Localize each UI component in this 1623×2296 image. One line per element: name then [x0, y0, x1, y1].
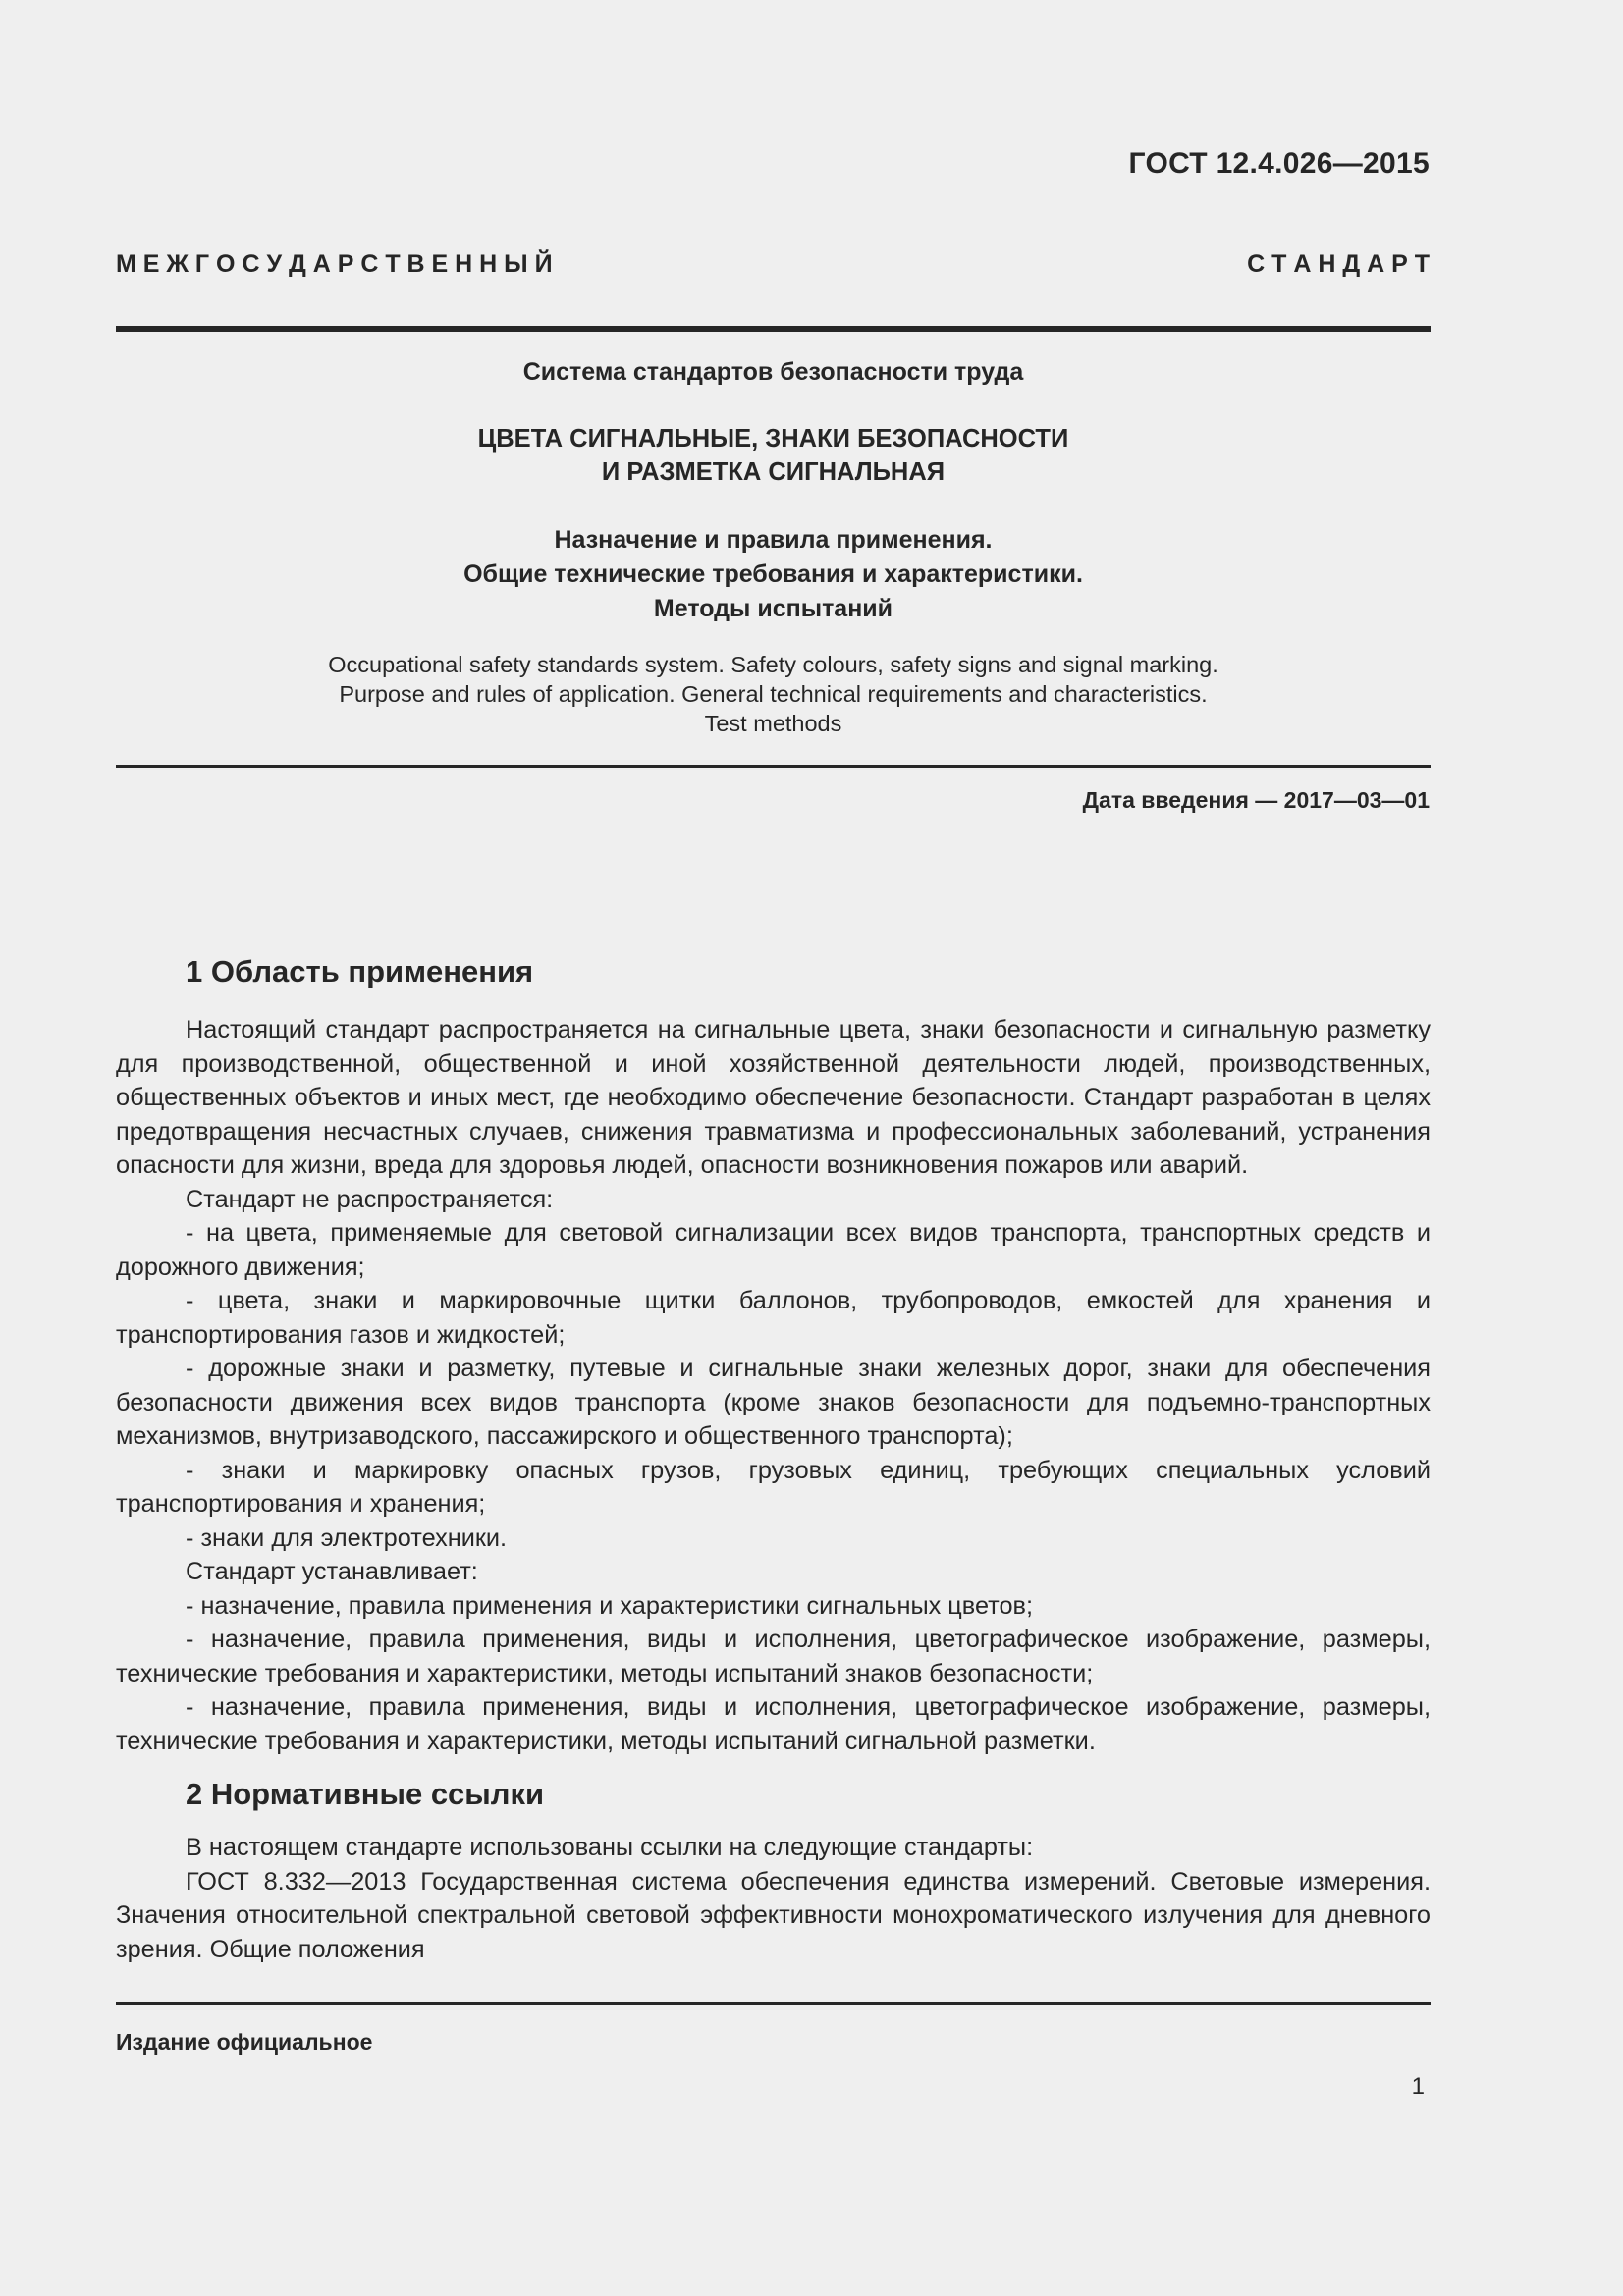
document-code: ГОСТ 12.4.026—2015 [1128, 147, 1430, 180]
standards-system-title: Система стандартов безопасности труда [522, 358, 1024, 386]
paragraph: - назначение, правила применения и характеристики сигнальных цветов; [186, 1591, 1034, 1620]
main-title-line: И РАЗМЕТКА СИГНАЛЬНАЯ [601, 458, 946, 486]
paragraph: Настоящий стандарт распространяется на сигнальные цвета, знаки безопасности и сигнальную разметку для производственной, общественной и иной хозяйственной деятельности людей, производственных, общественных объектов и иных мест, где необходимо обеспечение безопасности. Стандарт разработан в целях предотвращения несчастных случаев, снижения травматизма и профессиональных заболеваний, устранения опасности для жизни, вреда для здоровья людей, опасности возникновения пожаров или аварий. [116, 1016, 1431, 1179]
section-1-body [116, 1013, 1431, 1758]
official-edition-label: Издание официальное [116, 2029, 373, 2055]
date-of-introduction: Дата введения — 2017—03—01 [1082, 787, 1430, 813]
subtitle-line: Методы испытаний [653, 595, 893, 622]
paragraph: Стандарт устанавливает: [186, 1558, 478, 1585]
main-title-line: ЦВЕТА СИГНАЛЬНЫЕ, ЗНАКИ БЕЗОПАСНОСТИ [477, 425, 1069, 453]
english-title-line: Purpose and rules of application. General technical requirements and characteristics. [339, 681, 1208, 707]
subtitle [116, 523, 1431, 626]
paragraph: Стандарт не распространяется: [186, 1185, 554, 1213]
english-title [116, 650, 1431, 738]
paragraph: ГОСТ 8.332—2013 Государственная система обеспечения единства измерений. Световые измерения. Значения относительной спектральной световой эффективности монохроматического излучения для дневного зрения. Общие положения [116, 1867, 1431, 1963]
paragraph: - цвета, знаки и маркировочные щитки баллонов, трубопроводов, емкостей для хранения и транспортирования газов и жидкостей; [116, 1287, 1431, 1349]
paragraph: В настоящем стандарте использованы ссылки на следующие стандарты: [186, 1834, 1034, 1861]
section-1-heading: 1 Область применения [186, 954, 534, 988]
paragraph: - назначение, правила применения, виды и исполнения, цветографическое изображение, размеры, технические требования и характеристики, методы испытаний знаков безопасности; [116, 1626, 1431, 1687]
standard-type-word-1: М Е Ж Г О С У Д А Р С Т В Е Н Н Ы Й [116, 250, 553, 278]
paragraph: - назначение, правила применения, виды и исполнения, цветографическое изображение, размеры, технические требования и характеристики, методы испытаний сигнальной разметки. [116, 1693, 1431, 1755]
paragraph: - знаки и маркировку опасных грузов, грузовых единиц, требующих специальных условий транспортирования и хранения; [116, 1456, 1431, 1518]
footer-rule [116, 2002, 1431, 2005]
section-2-body [116, 1831, 1431, 1966]
paragraph: - на цвета, применяемые для световой сигнализации всех видов транспорта, транспортных средств и дорожного движения; [116, 1219, 1431, 1281]
subtitle-line: Общие технические требования и характеристики. [463, 561, 1083, 588]
english-title-line: Test methods [704, 711, 842, 736]
section-2-heading: 2 Нормативные ссылки [186, 1777, 545, 1811]
subtitle-line: Назначение и правила применения. [554, 526, 993, 554]
paragraph: - знаки для электротехники. [186, 1523, 508, 1552]
paragraph: - дорожные знаки и разметку, путевые и сигнальные знаки железных дорог, знаки для обеспечения безопасности движения всех видов транспорта (кроме знаков безопасности для подъемно-транспортных механизмов, внутризаводского, пассажирского и общественного транспорта); [116, 1355, 1431, 1450]
standard-type-word-2: С Т А Н Д А Р Т [1247, 250, 1430, 278]
main-title [116, 422, 1431, 489]
standard-type-heading [116, 250, 1430, 279]
title-rule [116, 765, 1431, 768]
english-title-line: Occupational safety standards system. Safety colours, safety signs and signal marking. [328, 652, 1218, 677]
page-number: 1 [1411, 2073, 1425, 2100]
header-rule [116, 326, 1431, 332]
